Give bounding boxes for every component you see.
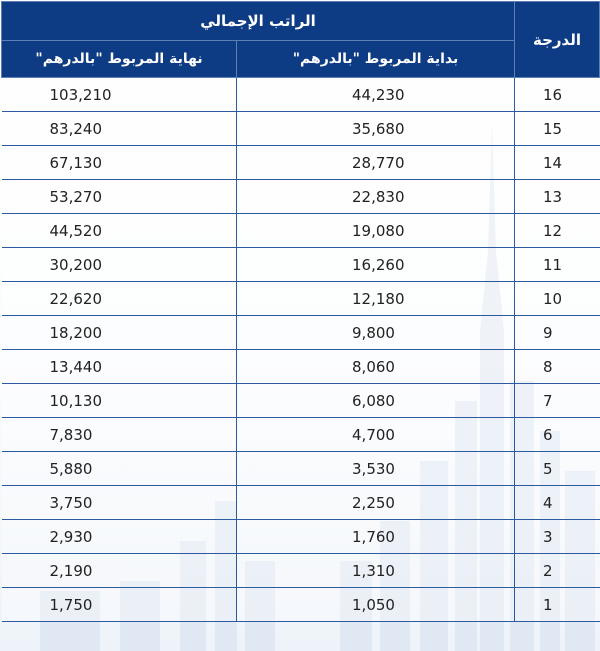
end-salary-cell: 2,190 xyxy=(2,554,237,588)
start-salary-cell: 12,180 xyxy=(237,282,515,316)
end-salary-cell: 13,440 xyxy=(2,350,237,384)
grade-cell: 1 xyxy=(515,588,600,622)
end-salary-cell: 10,130 xyxy=(2,384,237,418)
end-salary-cell: 1,750 xyxy=(2,588,237,622)
table-row xyxy=(2,248,600,282)
start-salary-cell: 2,250 xyxy=(237,486,515,520)
table-row xyxy=(2,282,600,316)
grade-cell: 7 xyxy=(515,384,600,418)
end-salary-cell: 2,930 xyxy=(2,520,237,554)
table-row xyxy=(2,554,600,588)
table-row xyxy=(2,486,600,520)
grade-cell: 12 xyxy=(515,214,600,248)
end-salary-cell: 83,240 xyxy=(2,112,237,146)
end-of-scale-header: نهاية المربوط "بالدرهم" xyxy=(2,41,237,78)
end-salary-cell: 67,130 xyxy=(2,146,237,180)
grade-cell: 8 xyxy=(515,350,600,384)
grade-column-header: الدرجة xyxy=(515,2,600,78)
end-salary-cell: 22,620 xyxy=(2,282,237,316)
start-salary-cell: 19,080 xyxy=(237,214,515,248)
grade-cell: 14 xyxy=(515,146,600,180)
end-salary-cell: 44,520 xyxy=(2,214,237,248)
end-salary-cell: 18,200 xyxy=(2,316,237,350)
start-salary-cell: 1,760 xyxy=(237,520,515,554)
start-salary-cell: 1,050 xyxy=(237,588,515,622)
start-salary-cell: 1,310 xyxy=(237,554,515,588)
table-row xyxy=(2,146,600,180)
start-salary-cell: 22,830 xyxy=(237,180,515,214)
start-salary-cell: 35,680 xyxy=(237,112,515,146)
start-of-scale-header: بداية المربوط "بالدرهم" xyxy=(237,41,515,78)
end-salary-cell: 5,880 xyxy=(2,452,237,486)
start-salary-cell: 44,230 xyxy=(237,78,515,112)
table-row xyxy=(2,588,600,622)
table-row xyxy=(2,112,600,146)
start-salary-cell: 4,700 xyxy=(237,418,515,452)
grade-cell: 13 xyxy=(515,180,600,214)
end-salary-cell: 7,830 xyxy=(2,418,237,452)
table-row xyxy=(2,78,600,112)
end-salary-cell: 3,750 xyxy=(2,486,237,520)
start-salary-cell: 28,770 xyxy=(237,146,515,180)
table-row xyxy=(2,418,600,452)
grade-cell: 4 xyxy=(515,486,600,520)
table-row xyxy=(2,384,600,418)
start-salary-cell: 8,060 xyxy=(237,350,515,384)
end-salary-cell: 30,200 xyxy=(2,248,237,282)
table-row xyxy=(2,452,600,486)
table-row xyxy=(2,350,600,384)
table-row xyxy=(2,316,600,350)
table-row xyxy=(2,520,600,554)
grade-cell: 16 xyxy=(515,78,600,112)
table-row xyxy=(2,180,600,214)
grade-cell: 6 xyxy=(515,418,600,452)
grade-cell: 11 xyxy=(515,248,600,282)
start-salary-cell: 6,080 xyxy=(237,384,515,418)
end-salary-cell: 53,270 xyxy=(2,180,237,214)
end-salary-cell: 103,210 xyxy=(2,78,237,112)
salary-scale-table xyxy=(1,1,600,622)
start-salary-cell: 3,530 xyxy=(237,452,515,486)
grade-cell: 3 xyxy=(515,520,600,554)
grade-cell: 10 xyxy=(515,282,600,316)
start-salary-cell: 9,800 xyxy=(237,316,515,350)
grade-cell: 2 xyxy=(515,554,600,588)
grade-cell: 5 xyxy=(515,452,600,486)
grade-cell: 9 xyxy=(515,316,600,350)
grade-cell: 15 xyxy=(515,112,600,146)
start-salary-cell: 16,260 xyxy=(237,248,515,282)
table-row xyxy=(2,214,600,248)
gross-salary-header: الراتب الإجمالي xyxy=(2,2,515,41)
